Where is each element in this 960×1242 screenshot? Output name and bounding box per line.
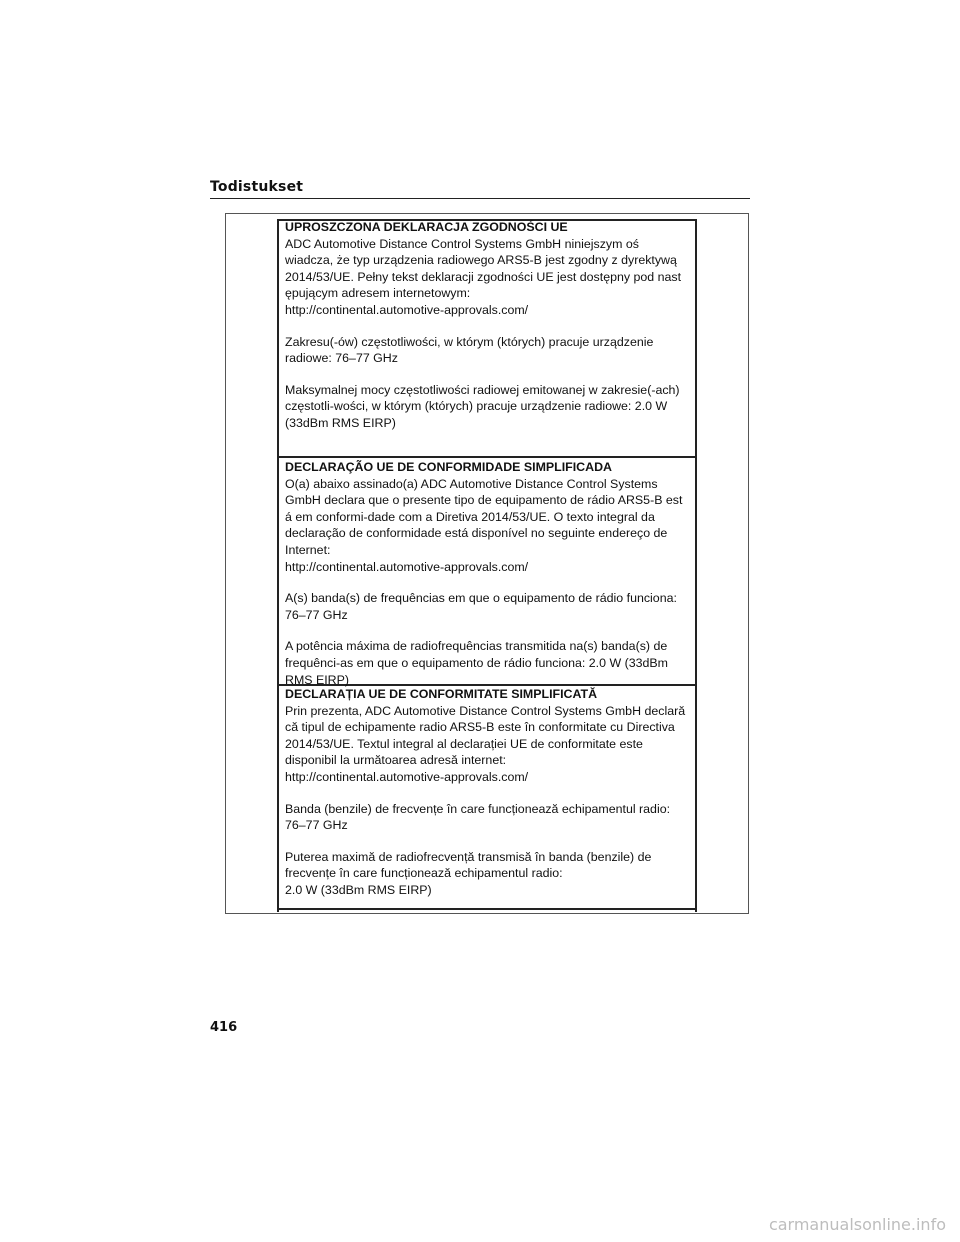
declaration-text-line: http://continental.automotive-approvals.com/ — [285, 559, 529, 574]
declaration-polish — [279, 219, 695, 432]
declaration-text-line: frequênci-as em que o equipamento de rádio funciona: 2.0 W (33dBm — [285, 655, 668, 670]
declaration-text-line: 2014/53/UE. Pełny tekst deklaracji zgodności UE jest dostępny pod nast — [285, 269, 682, 284]
declaration-text-line: 76–77 GHz — [285, 607, 348, 622]
declaration-text-line: A potência máxima de radiofrequências transmitida na(s) banda(s) de — [285, 639, 668, 654]
declaration-text-line: O(a) abaixo assinado(a) ADC Automotive Distance Control Systems — [285, 476, 658, 491]
paragraph-gap — [285, 575, 691, 590]
declaration-text-line: http://continental.automotive-approvals.com/ — [285, 302, 529, 317]
declaration-text-line: Banda (benzile) de frecvențe în care funcționează echipamentul radio: — [285, 801, 671, 816]
declaration-text-line: Zakresu(-ów) częstotliwości, w którym (których) pracuje urządzenie — [285, 334, 654, 349]
paragraph-gap — [285, 623, 691, 638]
declaration-text-line: Internet: — [285, 542, 331, 557]
declaration-text-line: Maksymalnej mocy częstotliwości radiowej emitowanej w zakresie(-ach) — [285, 382, 680, 397]
declaration-text-line: ępującym adresem internetowym: — [285, 286, 471, 301]
page-number: 416 — [210, 1020, 238, 1035]
declaration-scan — [277, 219, 697, 912]
declaration-text-line: frecvențe în care funcționează echipamentul radio: — [285, 866, 563, 881]
declaration-text-line: că tipul de echipamente radio ARS5-B este în conformitate cu Directiva — [285, 720, 675, 735]
section-title: Todistukset — [210, 179, 304, 195]
declaration-text-line: 2.0 W (33dBm RMS EIRP) — [285, 882, 432, 897]
declaration-text-line: radiowe: 76–77 GHz — [285, 351, 398, 366]
section-divider — [279, 908, 695, 910]
declaration-text-line: wiadcza, że typ urządzenia radiowego ARS5-B jest zgodny z dyrektywą — [285, 253, 677, 268]
paragraph-gap — [285, 319, 691, 334]
declaration-text-line: 2014/53/UE. Textul integral al declarației UE de conformitate este — [285, 736, 643, 751]
title-divider — [210, 198, 750, 199]
paragraph-gap — [285, 834, 691, 849]
declaration-text-line: Prin prezenta, ADC Automotive Distance Control Systems GmbH declară — [285, 703, 686, 718]
declaration-text-line: disponibil la următoarea adresă internet: — [285, 753, 507, 768]
declaration-text-line: http://continental.automotive-approvals.com/ — [285, 769, 529, 784]
declaration-text-line: ADC Automotive Distance Control Systems GmbH niniejszym oś — [285, 236, 639, 251]
declaration-romanian — [279, 686, 695, 899]
declaration-text-line: (33dBm RMS EIRP) — [285, 415, 396, 430]
declaration-heading: DECLARAÇÃO UE DE CONFORMIDADE SIMPLIFICADA — [285, 460, 612, 474]
watermark: carmanualsonline.info — [768, 1215, 946, 1234]
declaration-text-line: Puterea maximă de radiofrecvență transmisă în banda (benzile) de — [285, 849, 652, 864]
declaration-portuguese — [279, 459, 695, 688]
declaration-text-line: declaração de conformidade está disponível no seguinte endereço de — [285, 526, 668, 541]
declaration-text-line: częstotli-wości, w którym (których) pracuje urządzenie radiowe: 2.0 W — [285, 399, 668, 414]
paragraph-gap — [285, 367, 691, 382]
section-divider — [279, 456, 695, 458]
declaration-text-line: RMS EIRP) — [285, 672, 350, 687]
declaration-heading: DECLARAȚIA UE DE CONFORMITATE SIMPLIFICATĂ — [285, 687, 598, 701]
declaration-text-line: A(s) banda(s) de frequências em que o equipamento de rádio funciona: — [285, 591, 677, 606]
declaration-text-line: 76–77 GHz — [285, 818, 348, 833]
declaration-text-line: á em conformi-dade com a Diretiva 2014/53/UE. O texto integral da — [285, 509, 655, 524]
declaration-heading: UPROSZCZONA DEKLARACJA ZGODNOŚCI UE — [285, 220, 568, 234]
declaration-text-line: GmbH declara que o presente tipo de equipamento de rádio ARS5-B est — [285, 493, 683, 508]
paragraph-gap — [285, 786, 691, 801]
